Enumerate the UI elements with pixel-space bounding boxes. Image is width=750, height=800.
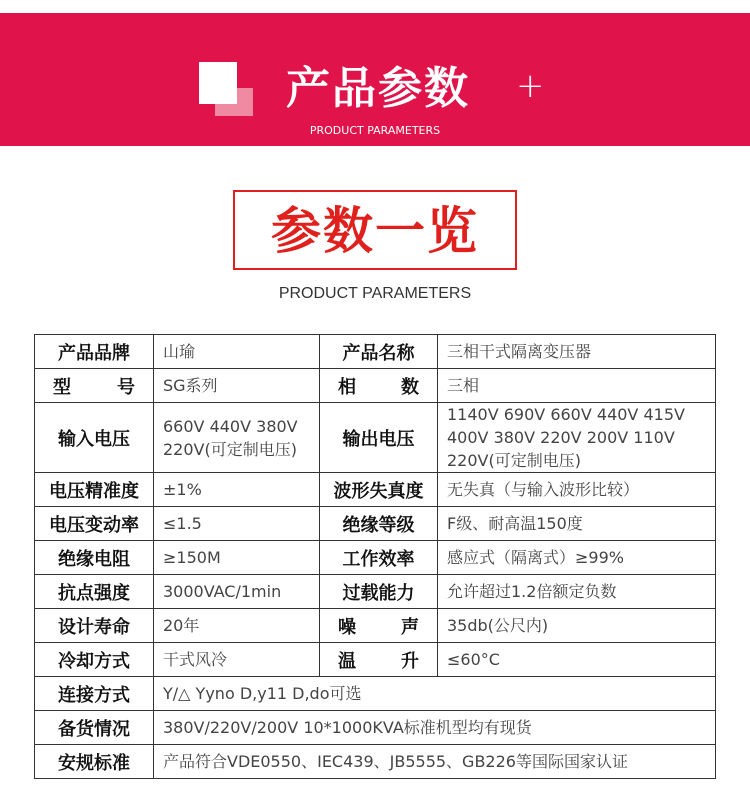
- param-label-part: 升: [401, 650, 419, 672]
- param-label: 产品品牌: [35, 335, 154, 369]
- param-label: 电压变动率: [35, 507, 154, 541]
- param-label: 抗点强度: [35, 575, 154, 609]
- section-title: 参数一览: [271, 202, 479, 260]
- table-row: [35, 711, 716, 745]
- param-label: 过载能力: [320, 575, 438, 609]
- param-label-part: 数: [401, 376, 419, 398]
- table-row: [35, 507, 716, 541]
- param-label: 输入电压: [35, 403, 154, 473]
- table-row: [35, 403, 716, 473]
- param-value: 无失真（与输入波形比较）: [438, 473, 716, 507]
- param-value: [438, 403, 716, 473]
- param-value-line: 400V 380V 220V 200V 110V: [447, 428, 675, 447]
- param-label: [320, 609, 438, 643]
- param-label-part: 噪: [338, 616, 356, 638]
- param-value-line: 1140V 690V 660V 440V 415V: [447, 405, 685, 424]
- table-row: [35, 335, 716, 369]
- param-value: 山瑜: [154, 335, 320, 369]
- param-label: 备货情况: [35, 711, 154, 745]
- param-value: SG系列: [154, 369, 320, 403]
- param-value: 20年: [154, 609, 320, 643]
- param-value: 35db(公尺内): [438, 609, 716, 643]
- param-label: 波形失真度: [320, 473, 438, 507]
- header-banner: [0, 13, 750, 146]
- param-value: 干式风冷: [154, 643, 320, 677]
- param-value: [154, 403, 320, 473]
- param-value-line: 220V(可定制电压): [447, 451, 581, 470]
- parameters-table: [34, 334, 716, 779]
- param-value: ≥150M: [154, 541, 320, 575]
- param-label: 绝缘电阻: [35, 541, 154, 575]
- param-label-part: 相: [338, 376, 356, 398]
- param-label: 连接方式: [35, 677, 154, 711]
- table-row: [35, 609, 716, 643]
- table-row: [35, 575, 716, 609]
- param-value: 3000VAC/1min: [154, 575, 320, 609]
- param-value: ≤1.5: [154, 507, 320, 541]
- table-row: [35, 745, 716, 779]
- section-title-box: [233, 190, 517, 270]
- param-label: 绝缘等级: [320, 507, 438, 541]
- param-value: F级、耐高温150度: [438, 507, 716, 541]
- param-label-part: 声: [401, 616, 419, 638]
- banner-subtitle: PRODUCT PARAMETERS: [309, 124, 441, 137]
- param-label: [320, 643, 438, 677]
- param-label-part: 温: [338, 650, 356, 672]
- param-label: 电压精准度: [35, 473, 154, 507]
- param-value-line: 220V(可定制电压): [163, 439, 297, 459]
- param-value: 感应式（隔离式）≥99%: [438, 541, 716, 575]
- param-label: 工作效率: [320, 541, 438, 575]
- param-value: 380V/220V/200V 10*1000KVA标准机型均有现货: [154, 711, 716, 745]
- plus-icon: +: [516, 66, 545, 106]
- table-row: [35, 643, 716, 677]
- param-value: ±1%: [154, 473, 320, 507]
- param-label: 安规标准: [35, 745, 154, 779]
- param-value: 产品符合VDE0550、IEC439、JB5555、GB226等国际国家认证: [154, 745, 716, 779]
- param-label: 设计寿命: [35, 609, 154, 643]
- param-value: ≤60°C: [438, 643, 716, 677]
- table-row: [35, 677, 716, 711]
- table-row: [35, 369, 716, 403]
- table-row: [35, 473, 716, 507]
- param-label: [35, 369, 154, 403]
- param-value-line: 660V 440V 380V: [163, 416, 298, 436]
- param-label-part: 型: [53, 376, 71, 398]
- param-label: [320, 369, 438, 403]
- banner-title: 产品参数: [286, 63, 470, 114]
- param-label-part: 号: [117, 376, 135, 398]
- section-subtitle: PRODUCT PARAMETERS: [278, 285, 472, 302]
- param-value: Y/△ Yyno D,y11 D,do可选: [154, 677, 716, 711]
- param-value: 三相干式隔离变压器: [438, 335, 716, 369]
- param-value: 三相: [438, 369, 716, 403]
- param-label: 冷却方式: [35, 643, 154, 677]
- param-value: 允许超过1.2倍额定负数: [438, 575, 716, 609]
- table-row: [35, 541, 716, 575]
- param-label: 产品名称: [320, 335, 438, 369]
- decor-square-white: [199, 62, 237, 104]
- param-label: 输出电压: [320, 403, 438, 473]
